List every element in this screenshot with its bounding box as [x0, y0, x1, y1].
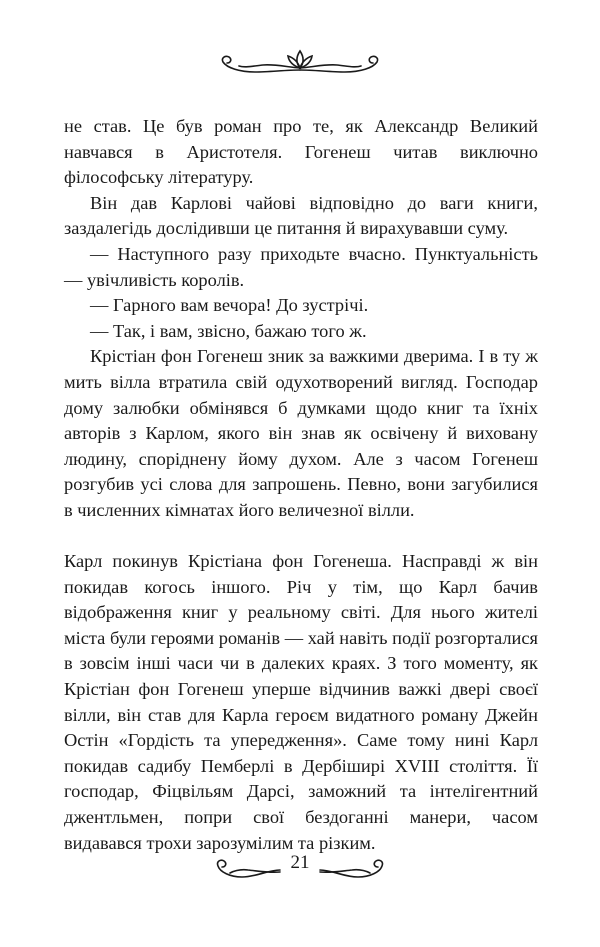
paragraph: Він дав Карлові чайові відповідно до ваги книги, заздалегідь дослідивши це питання й вирахувавши суму.: [64, 192, 538, 239]
page-number: 21: [290, 852, 310, 873]
paragraph: Карл покинув Крістіана фон Гогенеша. Насправді ж він покидав когось іншого. Річ у тім, що Карл бачив відображення книг у реальному світі. Для нього жителі міста були героями романів — хай навіть події розгорталися в зовсім інші часи чи в далеких краях. З того моменту, як Крістіан фон Гогенеш уперше відчинив важкі двері своєї вілли, він став для Карла героєм видатного роману Джейн Остін «Гордість та упередження». Саме тому нині Карл покидав садибу Пемберлі в Дербіширі XVIII століття. Її господар, Фіцвільям Дарсі, заможний та інтелігентний джентльмен, попри свої бездоганні манери, часом видавався трохи зарозумілим та різким.: [64, 551, 538, 853]
dialogue-line: — Так, і вам, звісно, бажаю того ж.: [90, 320, 367, 341]
paragraph: Крістіан фон Гогенеш зник за важкими дверима. І в ту ж мить вілла втратила свій одухотворений вигляд. Господар дому залюбки обмінявся б думками щодо книг та їхніх авторів з Карлом, якого він знав як освічену й виховану людину, споріднену йому духом. Але з часом Гогенеш розгубив усі слова для запрошень. Певно, вони загубилися в численних кімнатах його величезної вілли.: [64, 346, 538, 520]
page-folio: [210, 850, 390, 884]
page-text: [64, 114, 538, 856]
paragraph: не став. Це був роман про те, як Александр Великий навчався в Аристотеля. Гогенеш читав виключно філософську літературу.: [64, 116, 538, 188]
flourish-ornament-icon: [215, 48, 385, 78]
dialogue-line: — Наступного разу приходьте вчасно. Пунктуальність — увічливість королів.: [64, 243, 538, 290]
dialogue-line: — Гарного вам вечора! До зустрічі.: [90, 295, 369, 316]
